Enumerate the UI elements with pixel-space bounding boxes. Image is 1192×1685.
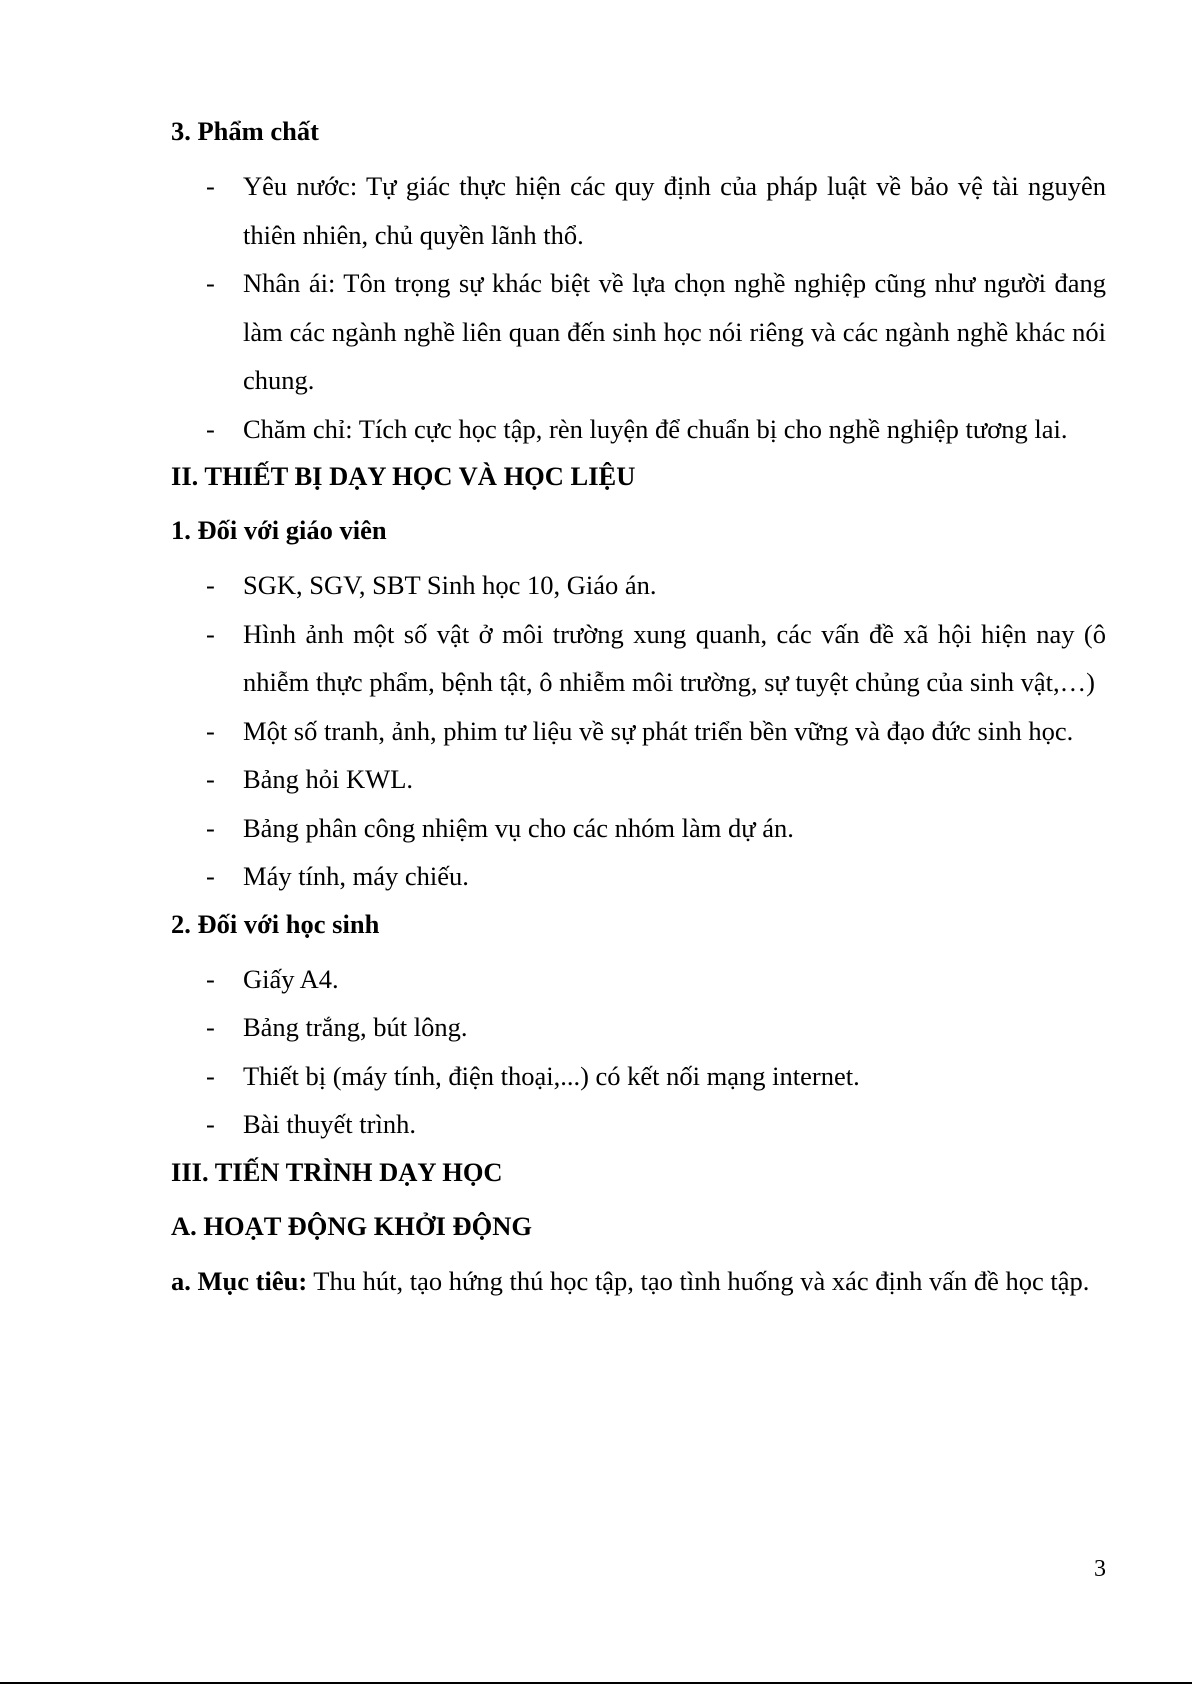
bullet-dash: - [206, 1012, 215, 1042]
bullet-dash: - [206, 1060, 215, 1091]
objective-text: Thu hút, tạo hứng thú học tập, tạo tình huống và xác định vấn đề học tập. [307, 1265, 1090, 1296]
list-item [171, 755, 1106, 804]
bullet-dash: - [206, 1109, 215, 1139]
section-heading: 2. Đối với học sinh [171, 908, 380, 939]
bullet-dash: - [206, 963, 215, 994]
list-item-text: Một số tranh, ảnh, phim tư liệu về sự phát triển bền vững và đạo đức sinh học. [243, 715, 1074, 746]
list-item-text: Giấy A4. [243, 963, 339, 994]
bullet-dash: - [206, 764, 215, 794]
section-heading: A. HOẠT ĐỘNG KHỞI ĐỘNG [171, 1210, 532, 1241]
section-heading: 1. Đối với giáo viên [171, 515, 387, 545]
list-item-text: Bảng phân công nhiệm vụ cho các nhóm làm dự án. [243, 812, 794, 843]
bullet-dash: - [206, 268, 215, 298]
bullet-dash: - [206, 171, 215, 201]
bullet-dash: - [206, 715, 215, 746]
objective-label: a. Mục tiêu: [171, 1265, 308, 1296]
list-item [171, 804, 1106, 853]
list-item [171, 162, 1106, 259]
list-item [171, 405, 1106, 454]
list-item [171, 707, 1106, 756]
bullet-dash: - [206, 570, 215, 600]
list-item-text: Máy tính, máy chiếu. [243, 861, 469, 891]
list-item-text: Yêu nước: Tự giác thực hiện các quy định của pháp luật về bảo vệ tài nguyên thiên nhiên, chủ quyền lãnh thổ. [243, 171, 1106, 250]
list-item-text: Bảng trắng, bút lông. [243, 1012, 468, 1042]
list-item [171, 955, 1106, 1004]
list-item [171, 610, 1106, 707]
page-number: 3 [1094, 1556, 1106, 1582]
list-item-text: Bài thuyết trình. [243, 1109, 416, 1139]
section-heading: 3. Phẩm chất [171, 116, 319, 146]
bullet-dash: - [206, 861, 215, 891]
list-item [171, 561, 1106, 610]
list-item-text: SGK, SGV, SBT Sinh học 10, Giáo án. [243, 570, 657, 600]
page-content [171, 108, 1106, 1305]
list-item-text: Hình ảnh một số vật ở môi trường xung quanh, các vấn đề xã hội hiện nay (ô nhiễm thực phẩm, bệnh tật, ô nhiễm môi trường, sự tuyệt chủng của sinh vật,…) [243, 618, 1106, 697]
list-item [171, 1003, 1106, 1052]
list-item-text: Nhân ái: Tôn trọng sự khác biệt về lựa chọn nghề nghiệp cũng như người đang làm các ngành nghề liên quan đến sinh học nói riêng và các ngành nghề khác nói chung. [243, 268, 1106, 395]
list-item [171, 1100, 1106, 1149]
list-item [171, 852, 1106, 901]
section-heading: III. TIẾN TRÌNH DẠY HỌC [171, 1156, 503, 1187]
list-item-text: Thiết bị (máy tính, điện thoại,...) có kết nối mạng internet. [243, 1060, 860, 1091]
bullet-dash: - [206, 413, 215, 444]
bullet-dash: - [206, 812, 215, 843]
list-item [171, 259, 1106, 405]
page-bottom-border [0, 1682, 1192, 1684]
bullet-dash: - [206, 618, 215, 649]
list-item-text: Chăm chỉ: Tích cực học tập, rèn luyện để chuẩn bị cho nghề nghiệp tương lai. [243, 413, 1068, 444]
list-item-text: Bảng hỏi KWL. [243, 764, 414, 794]
objective-paragraph [171, 1257, 1106, 1306]
section-heading: II. THIẾT BỊ DẠY HỌC VÀ HỌC LIỆU [171, 461, 636, 491]
list-item [171, 1052, 1106, 1101]
